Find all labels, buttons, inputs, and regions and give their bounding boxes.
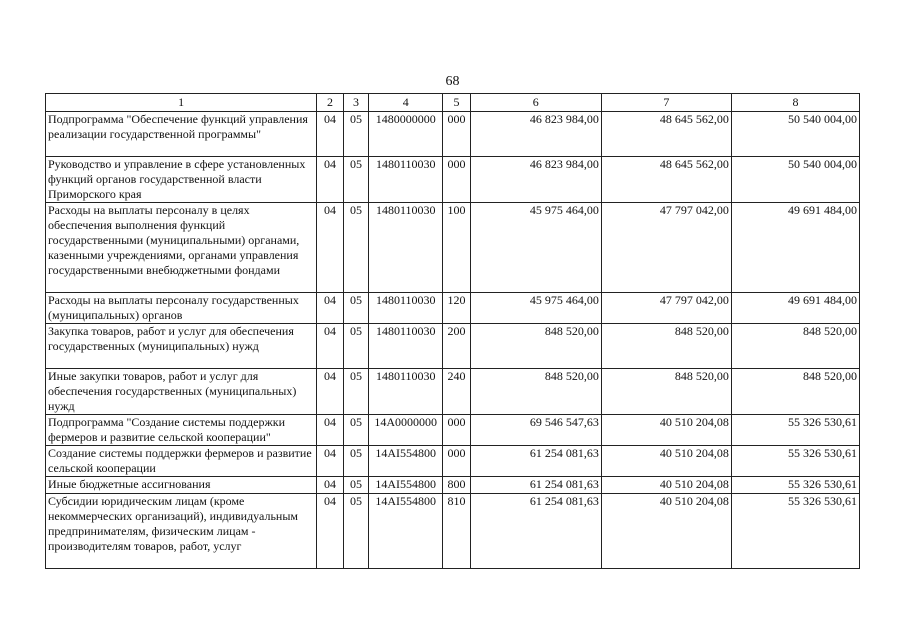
amount-col8-cell: 49 691 484,00 (731, 203, 859, 293)
column-header: 3 (343, 94, 368, 112)
subsection-code-cell: 05 (343, 112, 368, 157)
section-code-cell: 04 (317, 446, 343, 477)
section-code-cell: 04 (317, 477, 343, 494)
row-name-cell: Подпрограмма "Создание системы поддержки фермеров и развитие сельской кооперации" (46, 415, 317, 446)
target-article-cell: 14АI554800 (369, 494, 443, 569)
row-name-cell: Создание системы поддержки фермеров и развитие сельской кооперации (46, 446, 317, 477)
target-article-cell: 1480110030 (369, 369, 443, 415)
target-article-cell: 1480110030 (369, 293, 443, 324)
amount-col6-cell: 46 823 984,00 (470, 112, 601, 157)
amount-col8-cell: 50 540 004,00 (731, 157, 859, 203)
amount-col8-cell: 55 326 530,61 (731, 415, 859, 446)
subsection-code-cell: 05 (343, 369, 368, 415)
table-row (46, 293, 860, 324)
column-header: 6 (470, 94, 601, 112)
amount-col6-cell: 848 520,00 (470, 369, 601, 415)
subsection-code-cell: 05 (343, 203, 368, 293)
amount-col6-cell: 61 254 081,63 (470, 446, 601, 477)
subsection-code-cell: 05 (343, 157, 368, 203)
amount-col6-cell: 61 254 081,63 (470, 494, 601, 569)
column-header: 8 (731, 94, 859, 112)
section-code-cell: 04 (317, 112, 343, 157)
table-row (46, 446, 860, 477)
section-code-cell: 04 (317, 415, 343, 446)
amount-col6-cell: 45 975 464,00 (470, 203, 601, 293)
table-row (46, 112, 860, 157)
section-code-cell: 04 (317, 494, 343, 569)
row-name-cell: Закупка товаров, работ и услуг для обеспечения государственных (муниципальных) нужд (46, 324, 317, 369)
row-name-cell: Субсидии юридическим лицам (кроме некоммерческих организаций), индивидуальным предпринимателям, физическим лицам - производителям товаров, работ, услуг (46, 494, 317, 569)
column-header: 7 (601, 94, 731, 112)
amount-col7-cell: 40 510 204,08 (601, 446, 731, 477)
target-article-cell: 14АI554800 (369, 477, 443, 494)
row-name-cell: Иные бюджетные ассигнования (46, 477, 317, 494)
expense-type-cell: 810 (443, 494, 470, 569)
expense-type-cell: 000 (443, 415, 470, 446)
amount-col8-cell: 50 540 004,00 (731, 112, 859, 157)
amount-col8-cell: 55 326 530,61 (731, 494, 859, 569)
header-row (46, 94, 860, 112)
expense-type-cell: 100 (443, 203, 470, 293)
table-row (46, 494, 860, 569)
column-header: 2 (317, 94, 343, 112)
amount-col6-cell: 45 975 464,00 (470, 293, 601, 324)
section-code-cell: 04 (317, 324, 343, 369)
target-article-cell: 1480110030 (369, 157, 443, 203)
column-header: 4 (369, 94, 443, 112)
target-article-cell: 1480110030 (369, 324, 443, 369)
amount-col8-cell: 848 520,00 (731, 369, 859, 415)
table-row (46, 324, 860, 369)
page-number: 68 (445, 74, 460, 89)
amount-col6-cell: 46 823 984,00 (470, 157, 601, 203)
row-name-cell: Иные закупки товаров, работ и услуг для обеспечения государственных (муниципальных) нужд (46, 369, 317, 415)
section-code-cell: 04 (317, 203, 343, 293)
amount-col8-cell: 55 326 530,61 (731, 446, 859, 477)
amount-col7-cell: 48 645 562,00 (601, 112, 731, 157)
subsection-code-cell: 05 (343, 477, 368, 494)
subsection-code-cell: 05 (343, 446, 368, 477)
target-article-cell: 14АI554800 (369, 446, 443, 477)
expense-type-cell: 000 (443, 112, 470, 157)
expense-type-cell: 000 (443, 157, 470, 203)
subsection-code-cell: 05 (343, 494, 368, 569)
amount-col7-cell: 848 520,00 (601, 324, 731, 369)
amount-col7-cell: 48 645 562,00 (601, 157, 731, 203)
table-row (46, 415, 860, 446)
amount-col7-cell: 848 520,00 (601, 369, 731, 415)
amount-col8-cell: 55 326 530,61 (731, 477, 859, 494)
amount-col7-cell: 40 510 204,08 (601, 494, 731, 569)
expense-type-cell: 200 (443, 324, 470, 369)
amount-col7-cell: 40 510 204,08 (601, 477, 731, 494)
table-row (46, 203, 860, 293)
row-name-cell: Расходы на выплаты персоналу государственных (муниципальных) органов (46, 293, 317, 324)
amount-col8-cell: 49 691 484,00 (731, 293, 859, 324)
expense-type-cell: 800 (443, 477, 470, 494)
expense-type-cell: 000 (443, 446, 470, 477)
amount-col6-cell: 61 254 081,63 (470, 477, 601, 494)
row-name-cell: Расходы на выплаты персоналу в целях обеспечения выполнения функций государственными (муниципальными) органами, казенными учреждениями, органами управления государственными внебюджетными фондами (46, 203, 317, 293)
target-article-cell: 14А0000000 (369, 415, 443, 446)
amount-col7-cell: 40 510 204,08 (601, 415, 731, 446)
table-row (46, 369, 860, 415)
column-header: 5 (443, 94, 470, 112)
amount-col6-cell: 69 546 547,63 (470, 415, 601, 446)
amount-col7-cell: 47 797 042,00 (601, 293, 731, 324)
row-name-cell: Подпрограмма "Обеспечение функций управления реализации государственной программы" (46, 112, 317, 157)
table-row (46, 477, 860, 494)
section-code-cell: 04 (317, 369, 343, 415)
subsection-code-cell: 05 (343, 415, 368, 446)
budget-table (45, 93, 860, 569)
expense-type-cell: 240 (443, 369, 470, 415)
section-code-cell: 04 (317, 293, 343, 324)
amount-col7-cell: 47 797 042,00 (601, 203, 731, 293)
expense-type-cell: 120 (443, 293, 470, 324)
section-code-cell: 04 (317, 157, 343, 203)
amount-col8-cell: 848 520,00 (731, 324, 859, 369)
table-row (46, 157, 860, 203)
subsection-code-cell: 05 (343, 293, 368, 324)
subsection-code-cell: 05 (343, 324, 368, 369)
row-name-cell: Руководство и управление в сфере установленных функций органов государственной власти Приморского края (46, 157, 317, 203)
column-header: 1 (46, 94, 317, 112)
amount-col6-cell: 848 520,00 (470, 324, 601, 369)
target-article-cell: 1480000000 (369, 112, 443, 157)
target-article-cell: 1480110030 (369, 203, 443, 293)
